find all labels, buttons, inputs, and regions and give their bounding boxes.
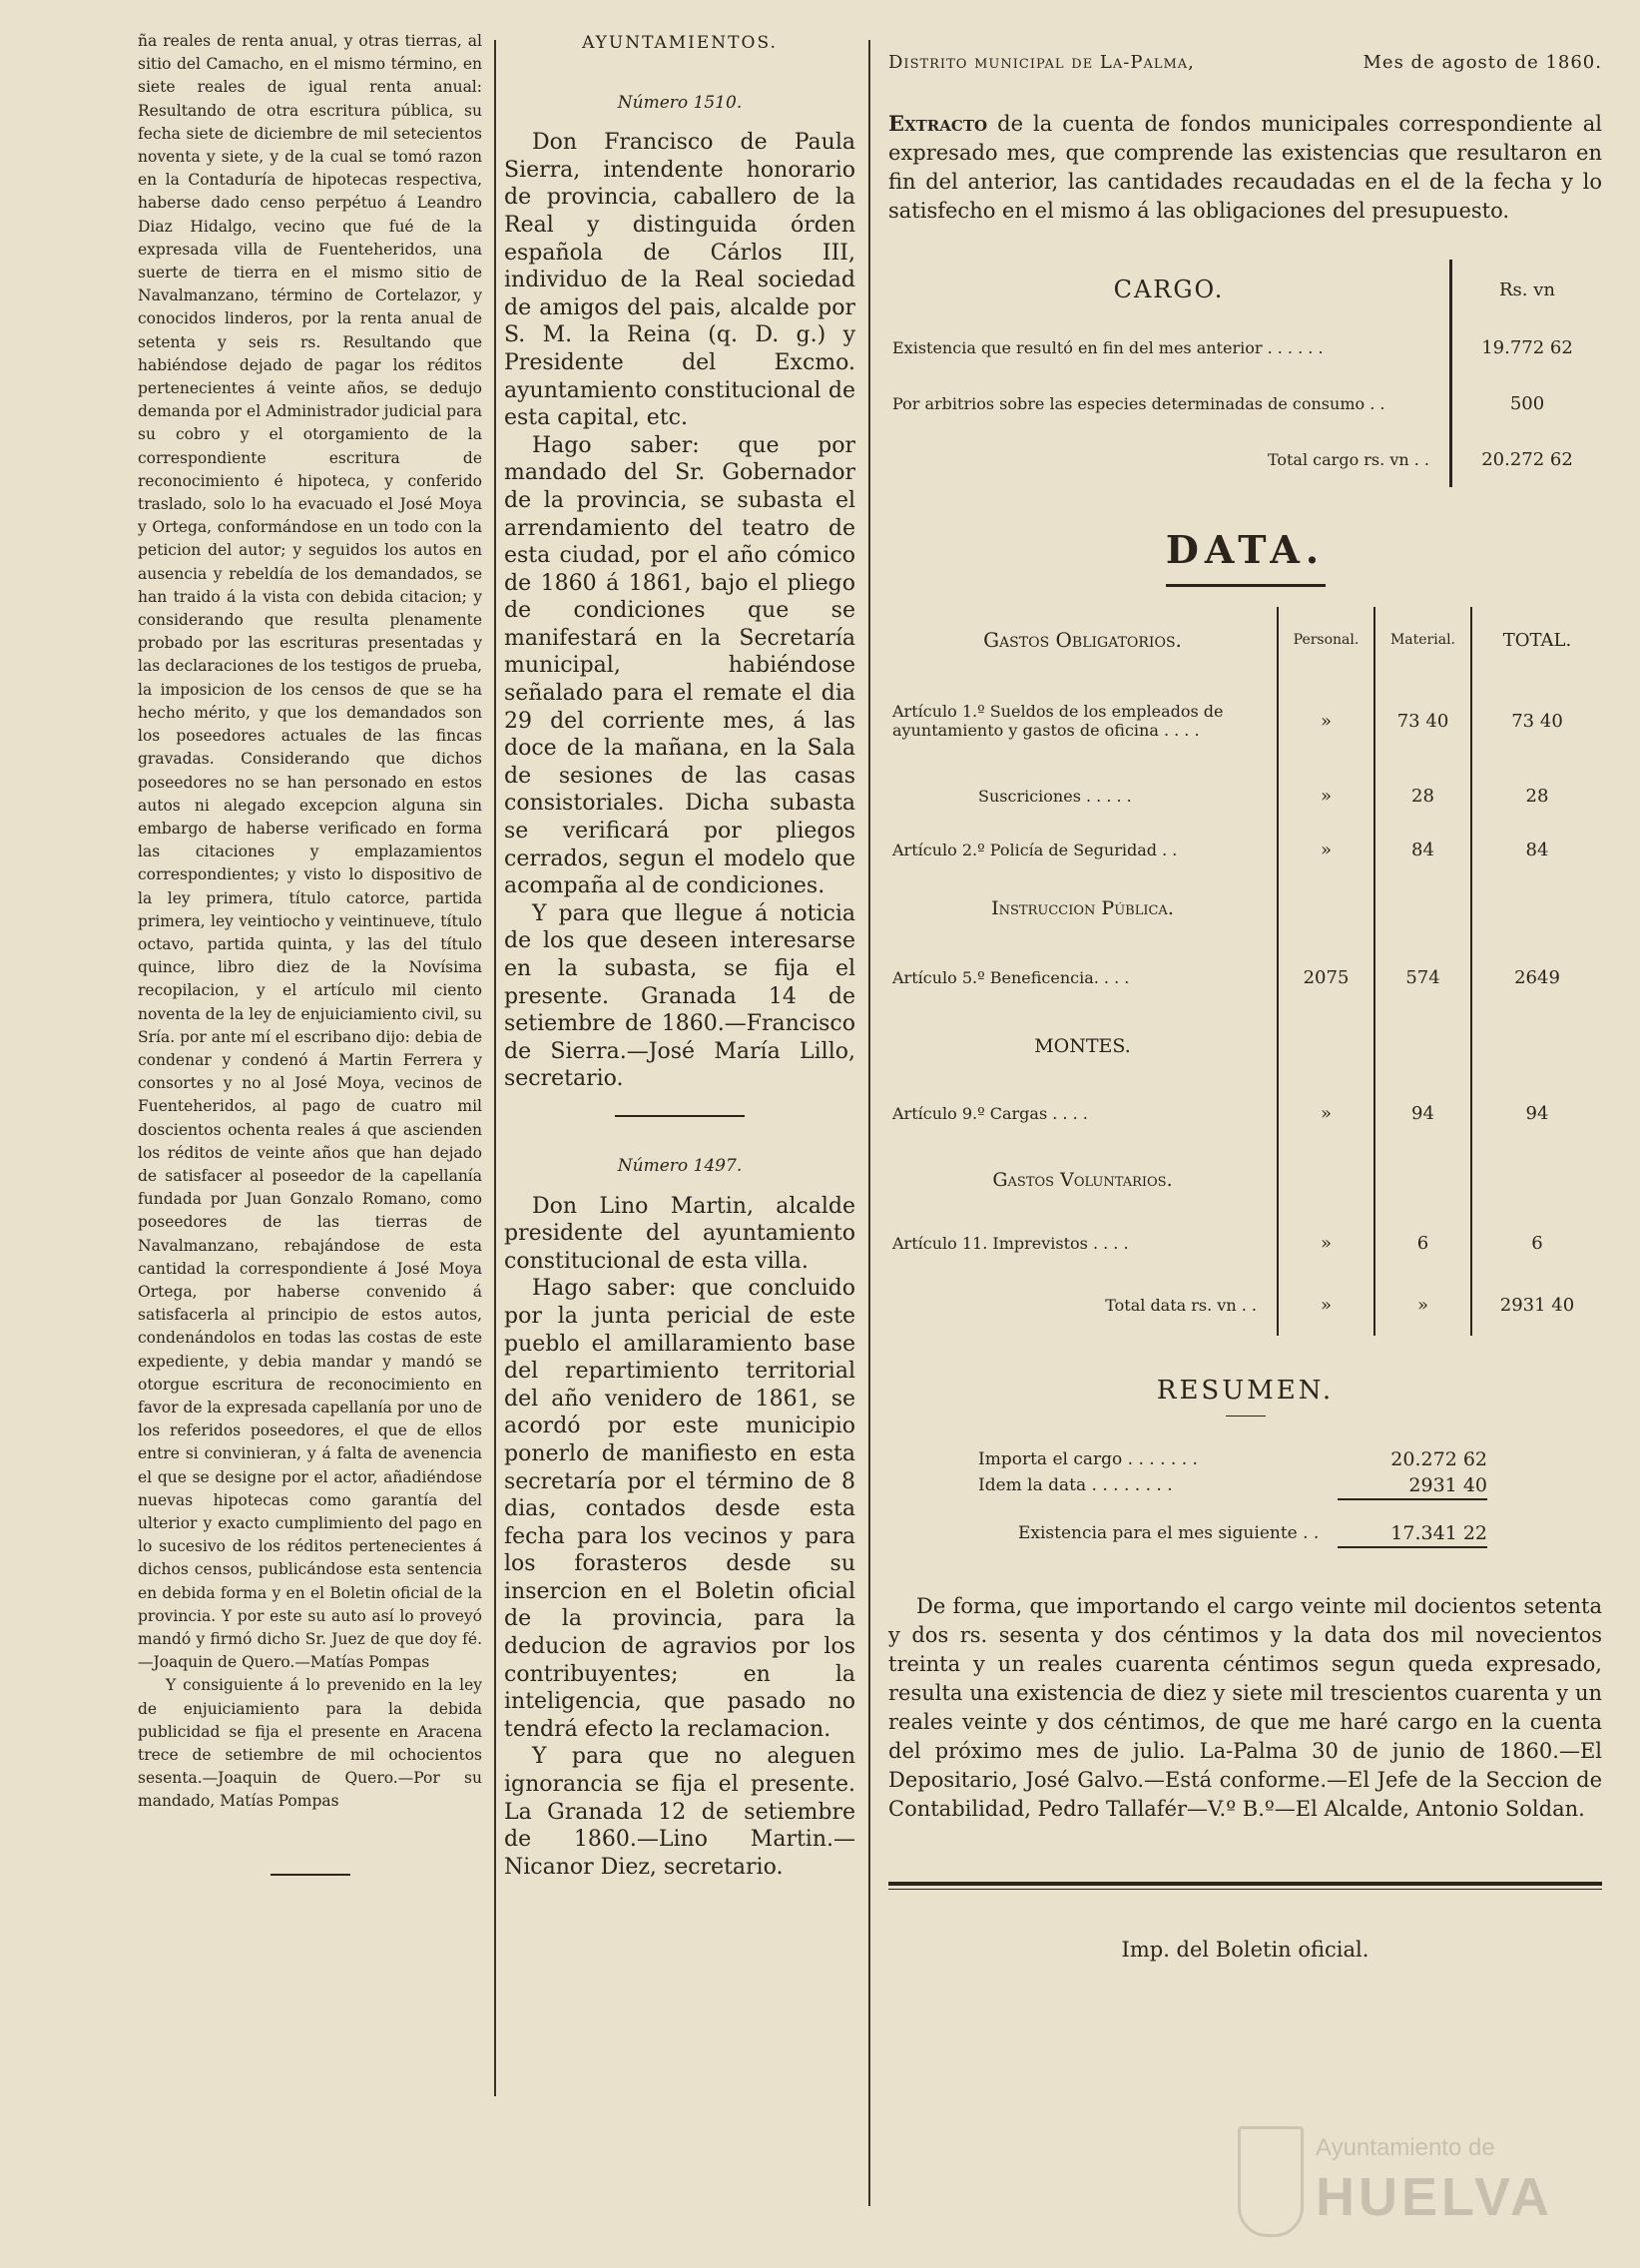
- data-header-personal: Personal.: [1278, 607, 1374, 673]
- column-right: [888, 30, 1602, 2226]
- extract-lead: Extracto: [888, 111, 988, 136]
- table-row: [888, 876, 1602, 940]
- resumen-label: Importa el cargo . . . . . . .: [978, 1449, 1198, 1469]
- table-row: [888, 1078, 1602, 1148]
- extract-text: de la cuenta de fondos municipales correspondiente al expresado mes, que comprende las existencias que resultaron en fin del anterior, las cantidades recaudadas en el de la fecha y lo satisfecho en el mismo á las obligaciones del presupuesto.: [888, 112, 1602, 223]
- notice-paragraph: Don Francisco de Paula Sierra, intendente honorario de provincia, caballero de la Real y distinguida órden española de Cárlos III, individuo de la Real sociedad de amigos del pais, alcalde por S. M. la Reina (q. D. g.) y Presidente del Excmo. ayuntamiento constitucional de esta capital, etc.: [504, 130, 855, 431]
- court-publication-text: Y consiguiente á lo prevenido en la ley de enjuiciamiento para la debida publicidad se fija el presente en Aracena trece de setiembre de mil ochocientos sesenta.—Joaquin de Quero.—Por su mandado, Matías Pompas: [138, 1676, 482, 1811]
- printer-imprint: Imp. del Boletin oficial.: [1121, 1938, 1369, 1962]
- table-row: [888, 769, 1602, 823]
- data-label: Artículo 1.º Sueldos de los empleados de ayuntamiento y gastos de oficina . . . .: [892, 702, 1224, 740]
- data-section-heading: MONTES.: [1034, 1035, 1131, 1057]
- resumen-value: 20.272 62: [1390, 1448, 1487, 1470]
- data-header-concept: Gastos Obligatorios.: [983, 628, 1182, 652]
- table-row: [888, 431, 1602, 487]
- notice-paragraph: Y para que no aleguen ignorancia se fija el presente. La Granada 12 de setiembre de 1860.—Lino Martin.—Nicanor Diez, secretario.: [504, 1744, 855, 1880]
- page-end-rule-thin: [888, 1889, 1602, 1890]
- extract-intro: [888, 109, 1602, 226]
- table-row: [888, 823, 1602, 876]
- data-header-material: Material.: [1374, 607, 1471, 673]
- notice-paragraph: Y para que llegue á noticia de los que deseen interesarse en la subasta, se fija el presente. Granada 14 de setiembre de 1860.—Francisco de Sierra.—José María Lillo, secretario.: [504, 900, 855, 1092]
- cargo-amount: 500: [1451, 375, 1603, 431]
- empty-cell: [1471, 1014, 1602, 1078]
- table-row: [888, 1014, 1602, 1078]
- data-material: »: [1374, 1274, 1471, 1336]
- data-table: [888, 607, 1602, 1336]
- cargo-table: [888, 260, 1602, 487]
- data-personal: »: [1278, 673, 1374, 769]
- data-total: 73 40: [1471, 673, 1602, 769]
- data-material: 84: [1374, 823, 1471, 876]
- table-row: [888, 673, 1602, 769]
- notice-number: Número 1510.: [617, 92, 743, 113]
- resumen-title: RESUMEN.: [1156, 1376, 1335, 1406]
- cargo-amount: 19.772 62: [1451, 319, 1603, 375]
- resumen-value: 17.341 22: [1338, 1520, 1487, 1548]
- data-material: 574: [1374, 940, 1471, 1014]
- data-total: 2649: [1471, 940, 1602, 1014]
- column-middle: [504, 30, 855, 2126]
- resumen-label: Idem la data . . . . . . . .: [978, 1475, 1173, 1495]
- notice-paragraph: Hago saber: que por mandado del Sr. Gobernador de la provincia, se subasta el arrendamiento del teatro de esta ciudad, por el año cómico de 1860 á 1861, bajo el pliego de condiciones que se manifestará en la Secretaría municipal, habiéndose señalado para el remate el dia 29 del corriente mes, á las doce de la mañana, en la Sala de sesiones de las casas consistoriales. Dicha subasta se verificará por pliegos cerrados, segun el modelo que acompaña al de condiciones.: [504, 432, 855, 899]
- table-row: [888, 375, 1602, 431]
- cargo-label: Existencia que resultó en fin del mes anterior . . . . . .: [892, 337, 1324, 357]
- ornament-rule: [1166, 584, 1326, 587]
- data-label: Artículo 2.º Policía de Seguridad . .: [892, 840, 1178, 859]
- data-personal: 2075: [1278, 940, 1374, 1014]
- watermark-logo: [1238, 2126, 1567, 2246]
- empty-cell: [1374, 876, 1471, 940]
- data-label: Artículo 5.º Beneficencia. . . .: [892, 967, 1130, 987]
- data-total-label: Total data rs. vn . .: [1105, 1295, 1257, 1315]
- data-total: 94: [1471, 1078, 1602, 1148]
- column-divider: [494, 40, 496, 2096]
- data-header-total: TOTAL.: [1471, 607, 1602, 673]
- table-row: [888, 319, 1602, 375]
- empty-cell: [1278, 876, 1374, 940]
- account-month: Mes de agosto de 1860.: [1363, 52, 1602, 73]
- data-total: 84: [1471, 823, 1602, 876]
- resumen-row: [888, 1446, 1602, 1472]
- column-divider: [868, 40, 870, 2206]
- section-heading: AYUNTAMIENTOS.: [582, 33, 778, 53]
- cargo-column-header: Rs. vn: [1451, 260, 1603, 319]
- data-label: Artículo 9.º Cargas . . . .: [892, 1103, 1088, 1123]
- data-label: Suscriciones . . . . .: [978, 786, 1132, 806]
- data-personal: »: [1278, 1078, 1374, 1148]
- resumen-row: [888, 1472, 1602, 1500]
- watermark-line2: HUELVA: [1316, 2167, 1553, 2227]
- data-total: 6: [1471, 1212, 1602, 1274]
- data-section-heading: Gastos Voluntarios.: [992, 1169, 1173, 1191]
- empty-cell: [1471, 1148, 1602, 1212]
- data-label: Artículo 11. Imprevistos . . . .: [892, 1233, 1129, 1253]
- table-row: [888, 1148, 1602, 1212]
- shield-icon: [1238, 2126, 1304, 2237]
- notice-number: Número 1497.: [617, 1155, 743, 1176]
- notice-separator: [615, 1115, 745, 1117]
- data-personal: »: [1278, 823, 1374, 876]
- cargo-label: Por arbitrios sobre las especies determinadas de consumo . .: [892, 393, 1385, 413]
- closing-paragraph: De forma, que importando el cargo veinte mil docientos setenta y dos rs. sesenta y dos céntimos y la data dos mil novecientos treinta y un reales cuarenta céntimos segun queda expresado, resulta una existencia de diez y siete mil trescientos cuarenta y un reales veinte y dos céntimos, de que me haré cargo en la cuenta del próximo mes de julio. La-Palma 30 de junio de 1860.—El Depositario, José Galvo.—Está conforme.—El Jefe de la Seccion de Contabilidad, Pedro Tallafér—V.º B.º—El Alcalde, Antonio Soldan.: [888, 1594, 1602, 1821]
- district-name: Distrito municipal de La-Palma,: [888, 52, 1195, 73]
- empty-cell: [1374, 1014, 1471, 1078]
- data-personal: »: [1278, 769, 1374, 823]
- cargo-title: CARGO.: [1113, 276, 1225, 303]
- data-total: 2931 40: [1471, 1274, 1602, 1336]
- cargo-total-amount: 20.272 62: [1451, 431, 1603, 487]
- data-material: 6: [1374, 1212, 1471, 1274]
- data-personal: »: [1278, 1212, 1374, 1274]
- data-title: DATA.: [1165, 527, 1326, 572]
- data-section-heading: Instruccion Pública.: [991, 897, 1174, 919]
- resumen-row: [888, 1520, 1602, 1548]
- data-total: 28: [1471, 769, 1602, 823]
- data-personal: »: [1278, 1274, 1374, 1336]
- account-header: [888, 52, 1602, 73]
- notice-paragraph: Don Lino Martin, alcalde presidente del ayuntamiento constitucional de esta villa.: [504, 1193, 855, 1274]
- resumen-label: Existencia para el mes siguiente . .: [1018, 1523, 1320, 1543]
- empty-cell: [1278, 1014, 1374, 1078]
- empty-cell: [1374, 1148, 1471, 1212]
- empty-cell: [1278, 1148, 1374, 1212]
- table-row: [888, 1274, 1602, 1336]
- court-ruling-text: ña reales de renta anual, y otras tierras, al sitio del Camacho, en el mismo término, en siete reales de igual renta anual: Resultando de otra escritura pública, su fecha siete de diciembre de mil setecientos noventa y siete, y de la cual se tomó razon en la Contaduría de hipotecas respectiva, haberse dado censo perpétuo á Leandro Diaz Hidalgo, vecino que fué de la expresada villa de Fuenteheridos, una suerte de tierra en el mismo sitio de Navalmanzano, término de Cortelazor, y conocidos linderos, por la renta anual de setenta y seis rs. Resultando que habiéndose dejado de pagar los réditos pertenecientes á veinte años, se dedujo demanda por el Administrador judicial para su cobro y el otorgamiento de la correspondiente escritura de reconocimiento é hipoteca, y conferido traslado, solo lo ha evacuado el José Moya y Ortega, conformándose en un todo con la peticion del autor; y seguidos los autos en ausencia y rebeldía de los demandados, se han traido á la vista con debida citacion; y considerando que resulta plenamente probado por las escrituras presentadas y las declaraciones de los testigos de prueba, la imposicion de los censos de que se ha hecho mérito, y que los demandados son los poseedores actuales de las fincas gravadas. Considerando que dichos poseedores no se han personado en estos autos ni alegado excepcion alguna sin embargo de haberse verificado en forma las citaciones y emplazamientos correspondientes; y visto lo dispositivo de la ley primera, título catorce, partida primera, ley veintiocho y veintinueve, título octavo, partida quinta, y las del título quince, libro diez de la Novísima recopilacion, y el artículo mil ciento noventa de la ley de enjuiciamiento civil, su Sría. por ante mí el escribano dijo: debia de condenar y condenó á Martin Ferrera y consortes y no al José Moya, vecinos de Fuenteheridos, al pago de cuatro mil doscientos ochenta reales á que ascienden los réditos de veinte años que han dejado de satisfacer al poseedor de la capellanía fundada por Juan Gonzalo Romano, como poseedores de las tierras de Navalmanzano, rebajándose de esta cantidad la correspondiente á José Moya Ortega, por haberse convenido á satisfacerla al principio de estos autos, condenándolos en todas las costas de este expediente, y debia mandar y mandó se otorgue escritura de reconocimiento en favor de la expresada capellanía por uno de los referidos poseedores, el que de ellos entre si convinieran, y á falta de avenencia el que se designe por el actor, añadiéndose nuevas hipotecas como garantía del ulterior y exacto cumplimiento del pago en lo sucesivo de los réditos pertenecientes á dichos censos, publicándose esta sentencia en debida forma y en el Boletin oficial de la provincia. Y por este su auto así lo proveyó mandó y firmó dicho Sr. Juez de que doy fé.—Joaquin de Quero.—Matías Pompas: [138, 32, 482, 1672]
- resumen-value: 2931 40: [1338, 1472, 1487, 1500]
- column-end-rule: [271, 1874, 350, 1876]
- column-left: [138, 30, 482, 2026]
- notice-paragraph: Hago saber: que concluido por la junta pericial de este pueblo el amillaramiento base del repartimiento territorial del año venidero de 1861, se acordó por este municipio ponerlo de manifiesto en esta secretaría por el término de 8 dias, contados desde esta fecha para los vecinos y para los forasteros desde su insercion en el Boletin oficial de la provincia, para la deducion de agravios por los contribuyentes; en la inteligencia, que pasado no tendrá efecto la reclamacion.: [504, 1276, 855, 1742]
- page-end-rule: [888, 1882, 1602, 1886]
- data-material: 28: [1374, 769, 1471, 823]
- table-row: [888, 1212, 1602, 1274]
- watermark-line1: Ayuntamiento de: [1316, 2134, 1495, 2161]
- empty-cell: [1471, 876, 1602, 940]
- cargo-total-label: Total cargo rs. vn . .: [1267, 449, 1429, 469]
- data-material: 73 40: [1374, 673, 1471, 769]
- resumen-rule: [1226, 1416, 1266, 1417]
- table-row: [888, 940, 1602, 1014]
- data-material: 94: [1374, 1078, 1471, 1148]
